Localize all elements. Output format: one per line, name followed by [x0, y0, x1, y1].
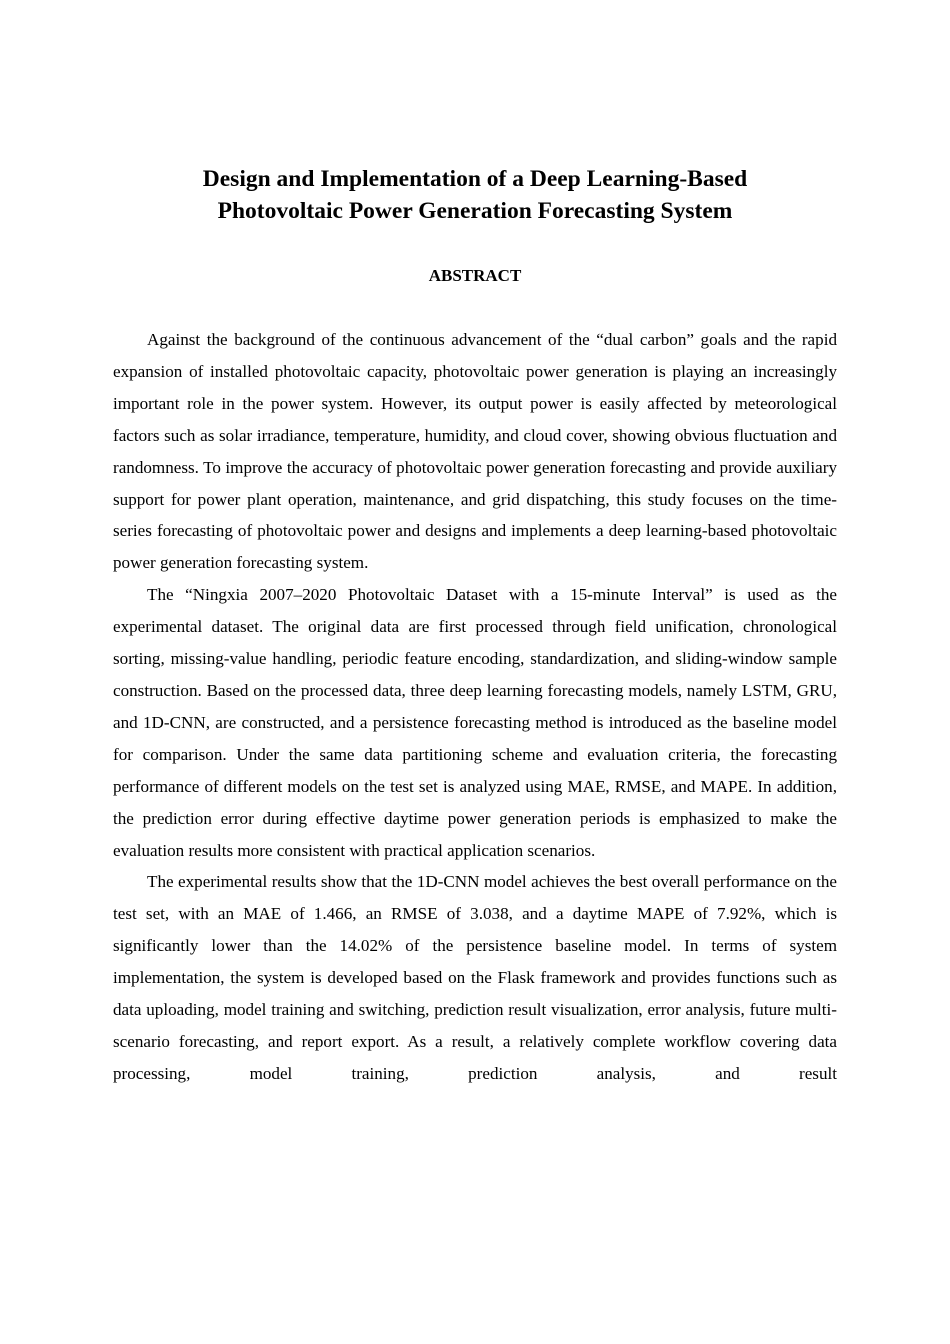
abstract-paragraph-1: Against the background of the continuous advancement of the “dual carbon” goals and the rapid expansion of installed photovoltaic capacity, photovoltaic power generation is playing an increasingly important role in the power system. However, its output power is easily affected by meteorological factors such as solar irradiance, temperature, humidity, and cloud cover, showing obvious fluctuation and randomness. To improve the accuracy of photovoltaic power generation forecasting and provide auxiliary support for power plant operation, maintenance, and grid dispatching, this study focuses on the time-series forecasting of photovoltaic power and designs and implements a deep learning-based photovoltaic power generation forecasting system.: [113, 330, 837, 573]
title-line-1: Design and Implementation of a Deep Learning-Based: [202, 166, 748, 192]
document-title: [113, 163, 837, 227]
abstract-paragraph-2: The “Ningxia 2007–2020 Photovoltaic Dataset with a 15-minute Interval” is used as the experimental dataset. The original data are first processed through field unification, chronological sorting, missing-value handling, periodic feature encoding, standardization, and sliding-window sample construction. Based on the processed data, three deep learning forecasting models, namely LSTM, GRU, and 1D-CNN, are constructed, and a persistence forecasting method is introduced as the baseline model for comparison. Under the same data partitioning scheme and evaluation criteria, the forecasting performance of different models on the test set is analyzed using MAE, RMSE, and MAPE. In addition, the prediction error during effective daytime power generation periods is emphasized to make the evaluation results more consistent with practical application scenarios.: [113, 585, 837, 860]
title-line-2: Photovoltaic Power Generation Forecasting System: [217, 198, 733, 224]
abstract-heading: ABSTRACT: [428, 266, 522, 285]
abstract-body: [113, 324, 837, 1090]
abstract-paragraph-3: The experimental results show that the 1D-CNN model achieves the best overall performance on the test set, with an MAE of 1.466, an RMSE of 3.038, and a daytime MAPE of 7.92%, which is significantly lower than the 14.02% of the persistence baseline model. In terms of system implementation, the system is developed based on the Flask framework and provides functions such as data uploading, model training and switching, prediction result visualization, error analysis, future multi-scenario forecasting, and report export. As a result, a relatively complete workflow covering data processing, model training, prediction analysis, and result: [113, 872, 837, 1083]
